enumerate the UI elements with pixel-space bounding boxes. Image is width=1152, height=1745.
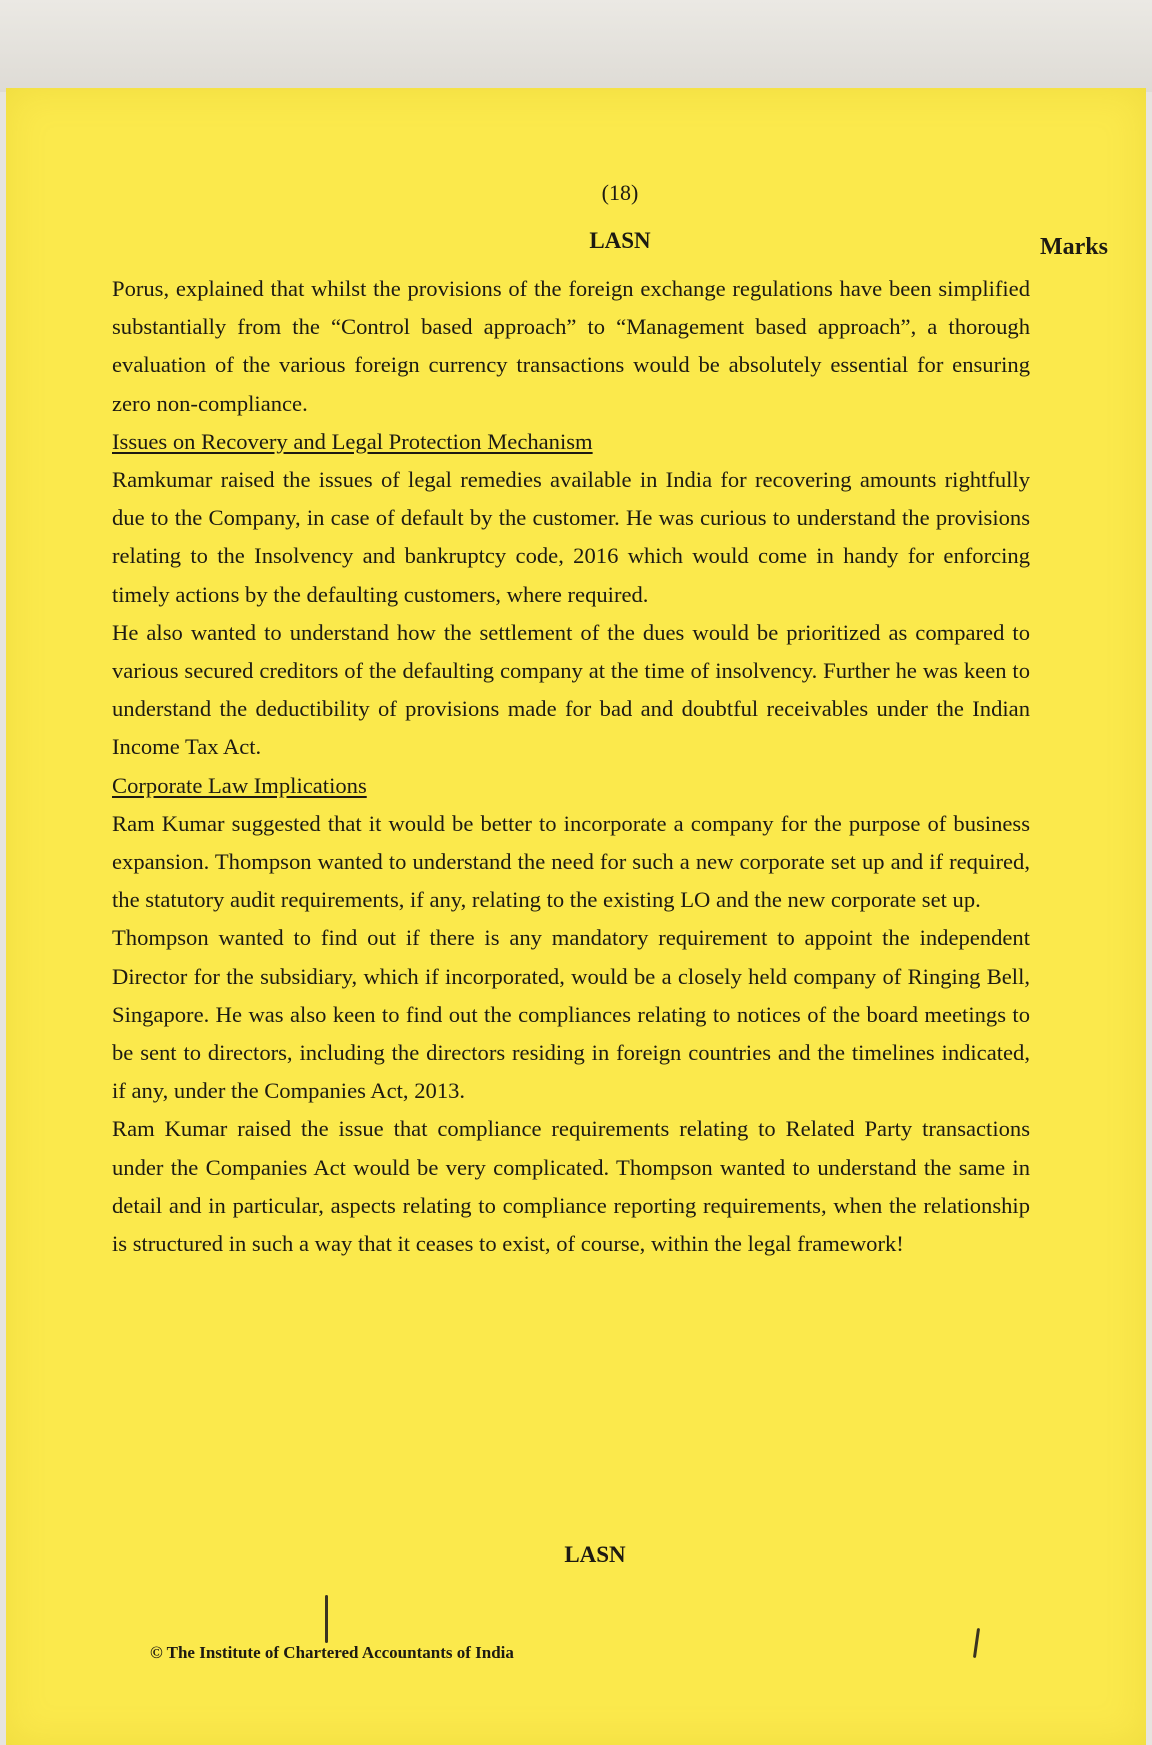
paragraph-legal-remedies: Ramkumar raised the issues of legal remedies available in India for recovering amounts rightfully due to the Company, in case of default by the customer. He was curious to understand the provisions relating to the Insolvency and bankruptcy code, 2016 which would come in handy for enforcing timely actions by the defaulting customers, where required.: [112, 467, 1030, 607]
heading-corporate-law: Corporate Law Implications: [112, 772, 367, 798]
paragraph-independent-director: Thompson wanted to find out if there is any mandatory requirement to appoint the independent Director for the subsidiary, which if incorporated, would be a closely held company of Ringing Bell, Singapore. He was also keen to find out the compliances relating to notices of the board meetings to be sent to directors, including the directors residing in foreign countries and the timelines indicated, if any, under the Companies Act, 2013.: [112, 925, 1030, 1104]
marks-column-label: Marks: [1040, 234, 1108, 260]
page-footer-title: LASN: [564, 1542, 626, 1567]
copyright-notice: © The Institute of Chartered Accountants of India: [150, 1643, 514, 1662]
paragraph-incorporation: Ram Kumar suggested that it would be better to incorporate a company for the purpose of business expansion. Thompson wanted to understand the need for such a new corporate set up and if required, the statutory audit requirements, if any, relating to the existing LO and the new corporate set up.: [112, 810, 1030, 913]
paragraph-foreign-exchange: Porus, explained that whilst the provisions of the foreign exchange regulations have been simplified substantially from the “Control based approach” to “Management based approach”, a thorough evaluation of the various foreign currency transactions would be absolutely essential for ensuring zero non-compliance.: [112, 276, 1030, 416]
paragraph-related-party: Ram Kumar raised the issue that compliance requirements relating to Related Party transactions under the Companies Act would be very complicated. Thompson wanted to understand the same in detail and in particular, aspects relating to compliance reporting requirements, when the relationship is structured in such a way that it ceases to exist, of course, within the legal framework!: [112, 1116, 1030, 1257]
pen-mark: [325, 1595, 328, 1643]
heading-recovery-legal-protection: Issues on Recovery and Legal Protection Mechanism: [112, 428, 593, 454]
page-header-title: LASN: [589, 228, 651, 253]
page-number: (18): [601, 180, 639, 205]
document-body: [112, 270, 1030, 1263]
paragraph-settlement-priority: He also wanted to understand how the settlement of the dues would be prioritized as compared to various secured creditors of the defaulting company at the time of insolvency. Further he was keen to understand the deductibility of provisions made for bad and doubtful receivables under the Indian Income Tax Act.: [112, 619, 1030, 760]
scan-background: [0, 0, 1152, 92]
